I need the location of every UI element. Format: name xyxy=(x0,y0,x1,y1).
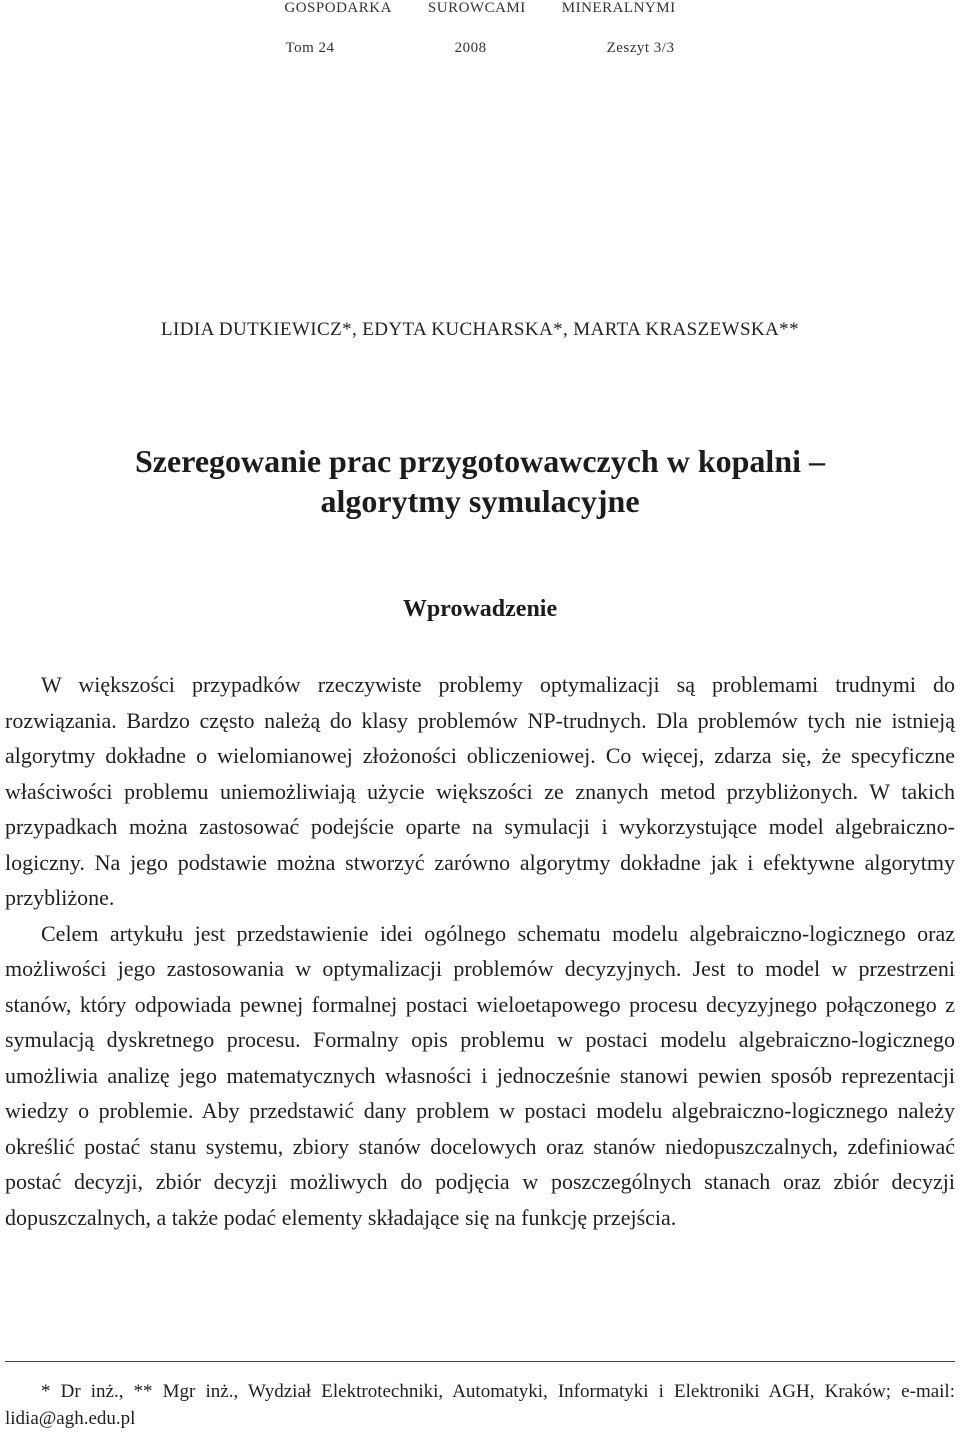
section-heading: Wprowadzenie xyxy=(402,596,558,622)
footnote xyxy=(5,1378,955,1432)
journal-name-part: GOSPODARKA xyxy=(284,0,392,16)
journal-issue: Zeszyt 3/3 xyxy=(606,40,675,56)
journal-name xyxy=(0,0,960,17)
body-paragraph: W większości przypadków rzeczywiste problemy optymalizacji są problemami trudnymi do rozwiązania. Bardzo często należą do klasy problemów NP-trudnych. Dla problemów tych nie istnieją algorytmy dokładne o wielomianowej złożoności obliczeniowej. Co więcej, zdarza się, że specyficzne właściwości problemu uniemożliwiają użycie większości ze znanych metod przybliżonych. W takich przypadkach można zastosować podejście oparte na symulacji i wykorzystujące model algebraiczno-logiczny. Na jego podstawie można stworzyć zarówno algorytmy dokładne jak i efektywne algorytmy przybliżone. xyxy=(5,672,955,910)
journal-name-part: MINERALNYMI xyxy=(561,0,676,16)
issue-line xyxy=(0,40,960,57)
body-paragraph: Celem artykułu jest przedstawienie idei ogólnego schematu modelu algebraiczno-logicznego oraz możliwości jego zastosowania w optymalizacji problemów decyzyjnych. Jest to model w przestrzeni stanów, który odpowiada pewnej formalnej postaci wieloetapowego procesu decyzyjnego połączonego z symulacją dyskretnego procesu. Formalny opis problemu w postaci modelu algebraiczno-logicznego umożliwia analizę jego matematycznych własności i jednocześnie stanowi pewien sposób reprezentacji wiedzy o problemie. Aby przedstawić dany problem w postaci modelu algebraiczno-logicznego należy określić postać stanu systemu, zbiory stanów docelowych oraz stanów niedopuszczalnych, zdefiniować postać decyzji, zbiór decyzji możliwych do podjęcia w poszczególnych stanach oraz zbiór decyzji dopuszczalnych, a także podać elementy składające się na funkcję przejścia. xyxy=(5,920,955,1230)
article-title-line: Szeregowanie prac przygotowawczych w kopalni – xyxy=(135,443,825,479)
article-body xyxy=(5,667,955,1235)
footnote-divider xyxy=(5,1361,955,1362)
journal-name-part: SUROWCAMI xyxy=(427,0,526,16)
footnote-text: * Dr inż., ** Mgr inż., Wydział Elektrotechniki, Automatyki, Informatyki i Elektroniki AGH, Kraków; e-mail: lidia@agh.edu.pl xyxy=(5,1381,955,1429)
journal-volume: Tom 24 xyxy=(285,40,335,56)
article-authors: LIDIA DUTKIEWICZ*, EDYTA KUCHARSKA*, MARTA KRASZEWSKA** xyxy=(161,319,799,340)
article-title xyxy=(0,441,960,521)
article-title-line: algorytmy symulacyjne xyxy=(320,483,640,519)
journal-year: 2008 xyxy=(454,40,487,56)
